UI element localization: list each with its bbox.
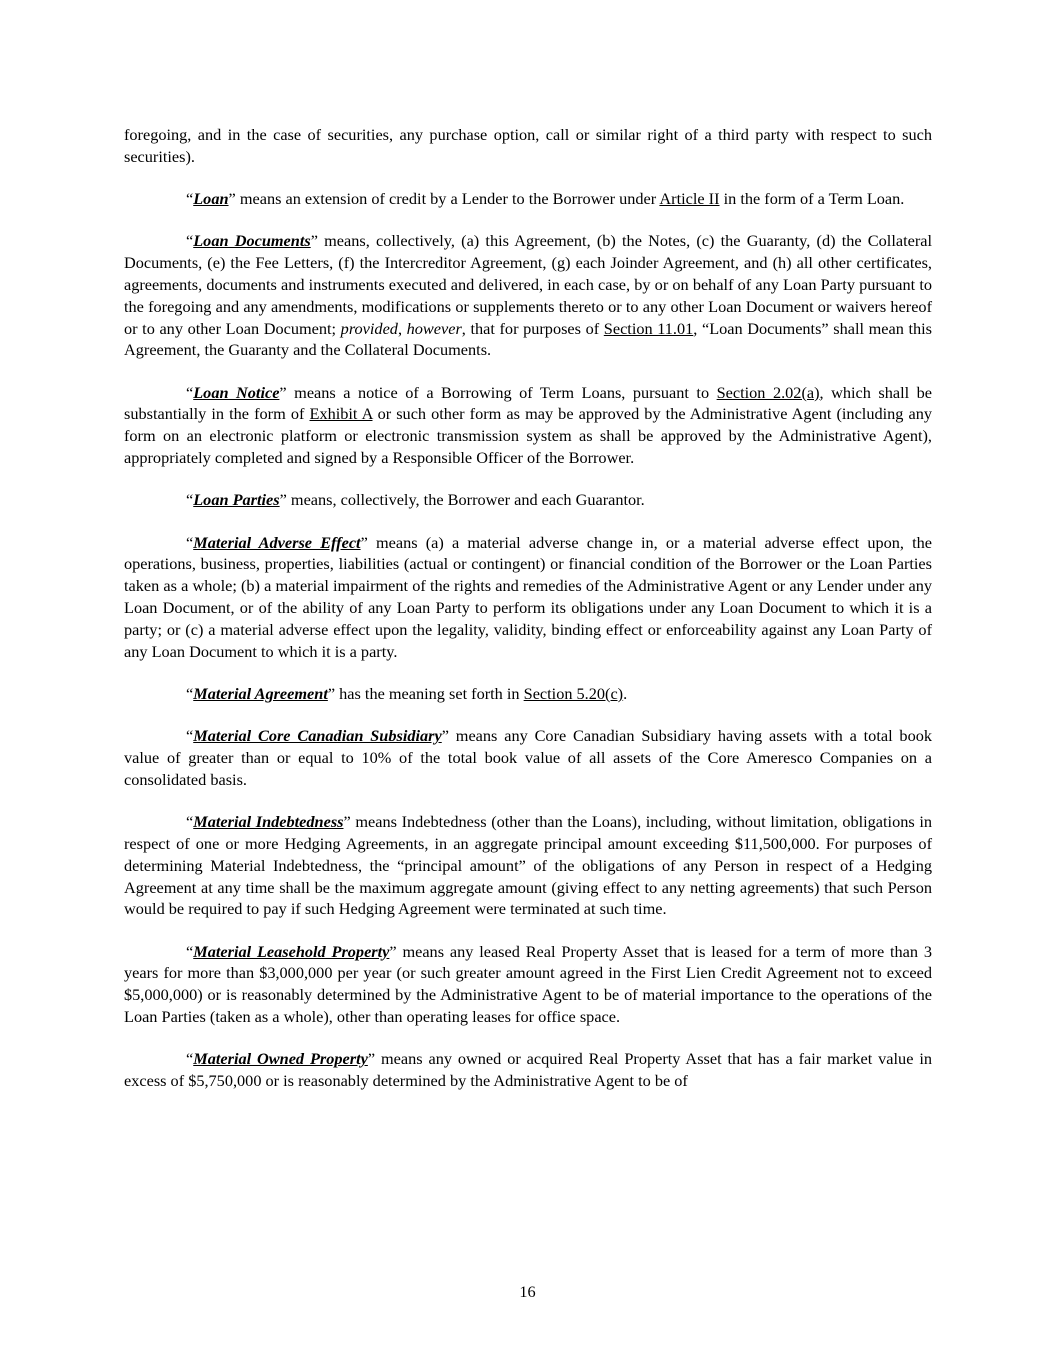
- defined-term: Loan Notice: [193, 382, 280, 402]
- paragraph-text: “: [186, 189, 194, 209]
- paragraph-text: “: [186, 683, 194, 703]
- defined-term: Loan Documents: [193, 231, 311, 251]
- paragraph-text: ” means any leased Real Property Asset that is leased for a term of more than 3 years for more than $3,000,000 per year (or such greater amount agreed in the First Lien Credit Agreement not to exceed $5,000,000) or is reasonably determined by the Administrative Agent to be of material importance to the operations of the Loan Parties (taken as a whole), other than operating leases for office space.: [124, 941, 932, 1026]
- defined-term: Loan: [193, 189, 229, 209]
- defined-term: Material Indebtedness: [193, 812, 344, 832]
- paragraph-text: “: [186, 382, 194, 402]
- page-number: 16: [519, 1282, 536, 1301]
- defined-term: Loan Parties: [193, 490, 280, 510]
- definition-paragraph: [124, 489, 932, 511]
- paragraph-text: “: [186, 726, 194, 746]
- cross-reference: Section 11.01: [603, 318, 694, 338]
- paragraph-text: ” means, collectively, the Borrower and each Guarantor.: [279, 490, 645, 510]
- paragraph-text: , that for purposes of: [461, 318, 604, 338]
- paragraph-text: ” means, collectively, (a) this Agreement, (b) the Notes, (c) the Guaranty, (d) the Collateral Documents, (e) the Fee Letters, (f) the Intercreditor Agreement, (g) each Joinder Agreement, and (h) all other certificates, agreements, documents and instruments executed and delivered, in each case, by or on behalf of any Loan Party pursuant to the foregoing and any amendments, modifications or supplements thereto or to any other Loan Document or waivers hereof or to any other Loan Document;: [124, 231, 932, 338]
- paragraph-text: “: [186, 812, 194, 832]
- definition-paragraph: [124, 683, 932, 705]
- paragraph-text: .: [623, 683, 628, 703]
- definition-paragraph: [124, 230, 932, 361]
- paragraph-text: or such other form as may be approved by the Administrative Agent (including any form on an electronic platform or electronic transmission system as shall be approved by the Administrative Agent), appropriately completed and signed by a Responsible Officer of the Borrower.: [124, 404, 932, 468]
- definition-paragraph: [124, 1048, 932, 1092]
- paragraph-text: “: [186, 490, 194, 510]
- paragraph-text: ” means an extension of credit by a Lender to the Borrower under: [228, 189, 660, 209]
- paragraph-text: ,: [397, 318, 407, 338]
- paragraph-text: ” means (a) a material adverse change in, or a material adverse effect upon, the operations, business, properties, liabilities (actual or contingent) or financial condition of the Borrower or the Loan Parties taken as a whole; (b) a material impairment of the rights and remedies of the Administrative Agent or any Lender under any Loan Document, or of the ability of any Loan Party to perform its obligations under any Loan Document to which it is a party; or (c) a material adverse effect upon the legality, validity, binding effect or enforceability against any Loan Party of any Loan Document to which it is a party.: [124, 532, 932, 661]
- paragraph-text: “: [186, 532, 194, 552]
- paragraph-text: , “Loan Documents” shall mean this Agreement, the Guaranty and the Collateral Documents.: [124, 318, 933, 360]
- definition-paragraph: [124, 188, 932, 210]
- paragraph-text: ” has the meaning set forth in: [327, 683, 524, 703]
- defined-term: Material Owned Property: [193, 1049, 368, 1069]
- definition-paragraph: [124, 124, 932, 168]
- definition-paragraph: [124, 382, 932, 469]
- paragraph-text: ” means Indebtedness (other than the Loans), including, without limitation, obligations in respect of one or more Hedging Agreements, in an aggregate principal amount exceeding $11,500,000. For purposes of determining Material Indebtedness, the “principal amount” of the obligations of any Person in respect of a Hedging Agreement at any time shall be the maximum aggregate amount (giving effect to any netting agreements) that such Person would be required to pay if such Hedging Agreement were terminated at such time.: [124, 812, 932, 919]
- cross-reference: Exhibit A: [309, 404, 373, 424]
- cross-reference: Section 5.20(c): [523, 683, 624, 703]
- definition-paragraph: [124, 811, 932, 920]
- italic-text: provided: [340, 318, 398, 338]
- cross-reference: Section 2.02(a): [716, 382, 820, 402]
- cross-reference: Article II: [659, 189, 720, 209]
- defined-term: Material Core Canadian Subsidiary: [193, 726, 442, 746]
- paragraph-text: in the form of a Term Loan.: [719, 189, 905, 209]
- italic-text: however: [406, 318, 462, 338]
- paragraph-text: ” means any owned or acquired Real Property Asset that has a fair market value in excess of $5,750,000 or is reasonably determined by the Administrative Agent to be of: [124, 1049, 932, 1091]
- definition-paragraph: [124, 941, 932, 1028]
- definition-paragraph: [124, 532, 932, 663]
- defined-term: Material Adverse Effect: [193, 532, 361, 552]
- defined-term: Material Agreement: [193, 683, 328, 703]
- paragraph-text: “: [186, 1049, 194, 1069]
- paragraph-text: “: [186, 231, 194, 251]
- paragraph-text: “: [186, 941, 194, 961]
- document-body: [124, 124, 932, 1112]
- paragraph-text: ” means any Core Canadian Subsidiary having assets with a total book value of greater than or equal to 10% of the total book value of all assets of the Core Ameresco Companies on a consolidated basis.: [124, 726, 932, 789]
- defined-term: Material Leasehold Property: [193, 941, 390, 961]
- definition-paragraph: [124, 725, 932, 790]
- paragraph-text: , which shall be substantially in the form of: [124, 382, 933, 424]
- paragraph-text: foregoing, and in the case of securities, any purchase option, call or similar right of a third party with respect to such securities).: [124, 125, 932, 166]
- paragraph-text: ” means a notice of a Borrowing of Term Loans, pursuant to: [279, 382, 717, 402]
